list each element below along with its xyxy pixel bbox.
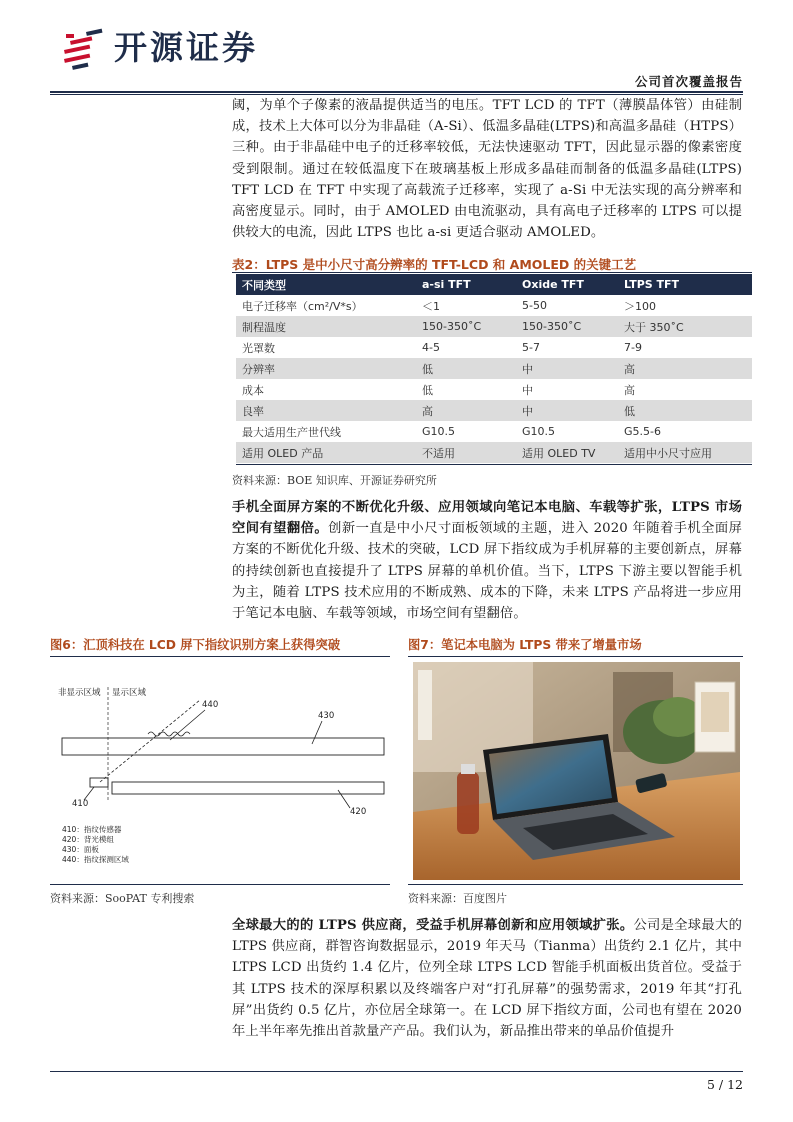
table-cell: ＞100 bbox=[618, 295, 752, 316]
bottle-icon bbox=[457, 772, 479, 834]
figure-6-patent-diagram bbox=[50, 660, 390, 880]
table-row bbox=[236, 358, 752, 379]
logo-text: 开源证券 bbox=[114, 28, 258, 67]
figure-7-laptop-photo bbox=[413, 662, 740, 880]
table-cell: G10.5 bbox=[416, 421, 516, 442]
table-cell: 150-350˚C bbox=[516, 316, 618, 337]
table-cell: 高 bbox=[618, 358, 752, 379]
report-type: 公司首次覆盖报告 bbox=[634, 74, 743, 89]
ref-410: 410 bbox=[72, 799, 89, 809]
paragraph-body: 创新一直是中小尺寸面板领域的主题，进入 2020 年随着手机全面屏方案的不断优化升级、技术的突破，LCD 屏下指纹成为手机屏幕的主要创新点，屏幕的持续创新也直接提升了 LTPS 屏幕的单机价值。当下，LTPS 下游主要以智能手机为主，随着 LTPS 技术应用的不断成熟、成本的下降，未来 LTPS 产品将进一步应用于笔记本电脑、车载等领域，市场空间有望翻倍。 bbox=[232, 521, 743, 622]
header-rule bbox=[50, 91, 743, 93]
figure-6-source: 资料来源：SooPAT 专利搜索 bbox=[50, 892, 195, 905]
table-cell: 电子迁移率（cm²/V*s） bbox=[236, 295, 416, 316]
table-row bbox=[236, 337, 752, 358]
legend-410: 410：指纹传感器 bbox=[62, 825, 122, 834]
table-cell: 低 bbox=[416, 379, 516, 400]
table-header-cell: Oxide TFT bbox=[516, 274, 618, 295]
table-cell: 4-5 bbox=[416, 337, 516, 358]
logo-mark-icon bbox=[62, 28, 118, 72]
legend-440: 440：指纹探测区域 bbox=[62, 855, 129, 864]
ref-440: 440 bbox=[202, 700, 219, 710]
table-header-cell: a-si TFT bbox=[416, 274, 516, 295]
table-row bbox=[236, 379, 752, 400]
figure-7-title: 图7：笔记本电脑为 LTPS 带来了增量市场 bbox=[408, 638, 642, 652]
table-source: 资料来源：BOE 知识库、开源证券研究所 bbox=[232, 474, 437, 487]
table-cell: 不适用 bbox=[416, 442, 516, 463]
table-row bbox=[236, 400, 752, 421]
table-cell: G5.5-6 bbox=[618, 421, 752, 442]
table-cell: 分辨率 bbox=[236, 358, 416, 379]
backlight-420 bbox=[112, 782, 384, 794]
figure-7-bottom-rule bbox=[408, 884, 743, 885]
table-cell: 高 bbox=[618, 379, 752, 400]
label-display-area: 显示区域 bbox=[112, 688, 147, 698]
ref-430: 430 bbox=[318, 711, 335, 721]
table-cell: 中 bbox=[516, 379, 618, 400]
table-cell: 光罩数 bbox=[236, 337, 416, 358]
table-cell: 5-7 bbox=[516, 337, 618, 358]
figure-6-bottom-rule bbox=[50, 884, 390, 885]
light-path bbox=[100, 700, 200, 782]
paragraph-lead: 手机全面屏方案的不断优化升级、应用领域向笔记本电脑、车载等扩张，LTPS 市场空间有望翻倍。 bbox=[232, 500, 742, 537]
body-paragraph-2 bbox=[232, 497, 742, 624]
table-cell: 7-9 bbox=[618, 337, 752, 358]
table-cell: 5-50 bbox=[516, 295, 618, 316]
table-cell: 150-350˚C bbox=[416, 316, 516, 337]
table-cell: 低 bbox=[618, 400, 752, 421]
table-cell: 适用 OLED 产品 bbox=[236, 442, 416, 463]
table-cell: 适用 OLED TV bbox=[516, 442, 618, 463]
detection-wave-icon bbox=[148, 732, 190, 736]
paragraph-body: 公司是全球最大的 LTPS 供应商，群智咨询数据显示，2019 年天马（Tianma）出货约 2.1 亿片，其中 LTPS LCD 出货约 1.4 亿片，位列全球 LTPS LCD 智能手机面板出货首位。受益于其 LTPS 技术的深厚积累以及终端客户对“打孔屏幕”的强势需求，2019 年其“打孔屏”出货约 0.5 亿片，亦位居全球第一。在 LCD 屏下指纹方面，公司也有望在 2020 年上半年率先推出首款量产产品。我们认为，新品推出带来的单品价值提升 bbox=[232, 918, 742, 1040]
table-row bbox=[236, 295, 752, 316]
table-cell: G10.5 bbox=[516, 421, 618, 442]
table-header-cell: 不同类型 bbox=[236, 274, 416, 295]
page-number: 5 / 12 bbox=[706, 1077, 743, 1092]
figure-7-top-rule bbox=[408, 656, 743, 657]
table-cell: 中 bbox=[516, 358, 618, 379]
figure-6-top-rule bbox=[50, 656, 390, 657]
table-cell: 高 bbox=[416, 400, 516, 421]
figure-6-title: 图6：汇顶科技在 LCD 屏下指纹识别方案上获得突破 bbox=[50, 638, 341, 652]
table-top-rule bbox=[232, 272, 752, 273]
legend-420: 420：背光模组 bbox=[62, 835, 114, 844]
table-cell: 大于 350˚C bbox=[618, 316, 752, 337]
paragraph-lead: 全球最大的的 LTPS 供应商，受益手机屏幕创新和应用领域扩张。 bbox=[232, 918, 634, 933]
footer-rule bbox=[50, 1071, 743, 1072]
figure-7-source: 资料来源：百度图片 bbox=[408, 892, 507, 905]
table-header-row bbox=[236, 274, 752, 295]
table-cell: 良率 bbox=[236, 400, 416, 421]
panel-430 bbox=[62, 738, 384, 755]
table-bottom-rule bbox=[236, 464, 752, 465]
sensor-410 bbox=[90, 778, 108, 787]
body-paragraph-1: 阈，为单个子像素的液晶提供适当的电压。TFT LCD 的 TFT（薄膜晶体管）由硅制成，技术上大体可以分为非晶硅（A-Si）、低温多晶硅(LTPS)和高温多晶硅（HTPS）三种。由于非晶硅中电子的迁移率较低，无法快速驱动 TFT，因此显示器的像素密度受到限制。通过在较低温度下在玻璃基板上形成多晶硅而制备的低温多晶硅(LTPS) TFT LCD 在 TFT 中实现了高载流子迁移率，实现了 a-Si 中无法实现的高分辨率和高密度显示。同时，由于 AMOLED 由电流驱动，具有高电子迁移率的 LTPS 可以提供较大的电流，因此 LTPS 也比 a-si 更适合驱动 AMOLED。 bbox=[232, 98, 742, 241]
table-title: 表2：LTPS 是中小尺寸高分辨率的 TFT-LCD 和 AMOLED 的关键工艺 bbox=[232, 257, 637, 272]
table-cell: 适用中小尺寸应用 bbox=[618, 442, 752, 463]
table-cell: 最大适用生产世代线 bbox=[236, 421, 416, 442]
table-cell: ＜1 bbox=[416, 295, 516, 316]
table-cell: 成本 bbox=[236, 379, 416, 400]
table-row bbox=[236, 442, 752, 463]
table-cell: 制程温度 bbox=[236, 316, 416, 337]
table-row bbox=[236, 316, 752, 337]
label-nondisplay-area: 非显示区域 bbox=[58, 688, 101, 698]
table-row bbox=[236, 421, 752, 442]
table-header-cell: LTPS TFT bbox=[618, 274, 752, 295]
legend-430: 430：面板 bbox=[62, 845, 99, 854]
table-cell: 低 bbox=[416, 358, 516, 379]
body-paragraph-3 bbox=[232, 915, 742, 1042]
tft-comparison-table bbox=[236, 274, 752, 463]
table-cell: 中 bbox=[516, 400, 618, 421]
ref-420: 420 bbox=[350, 807, 367, 817]
